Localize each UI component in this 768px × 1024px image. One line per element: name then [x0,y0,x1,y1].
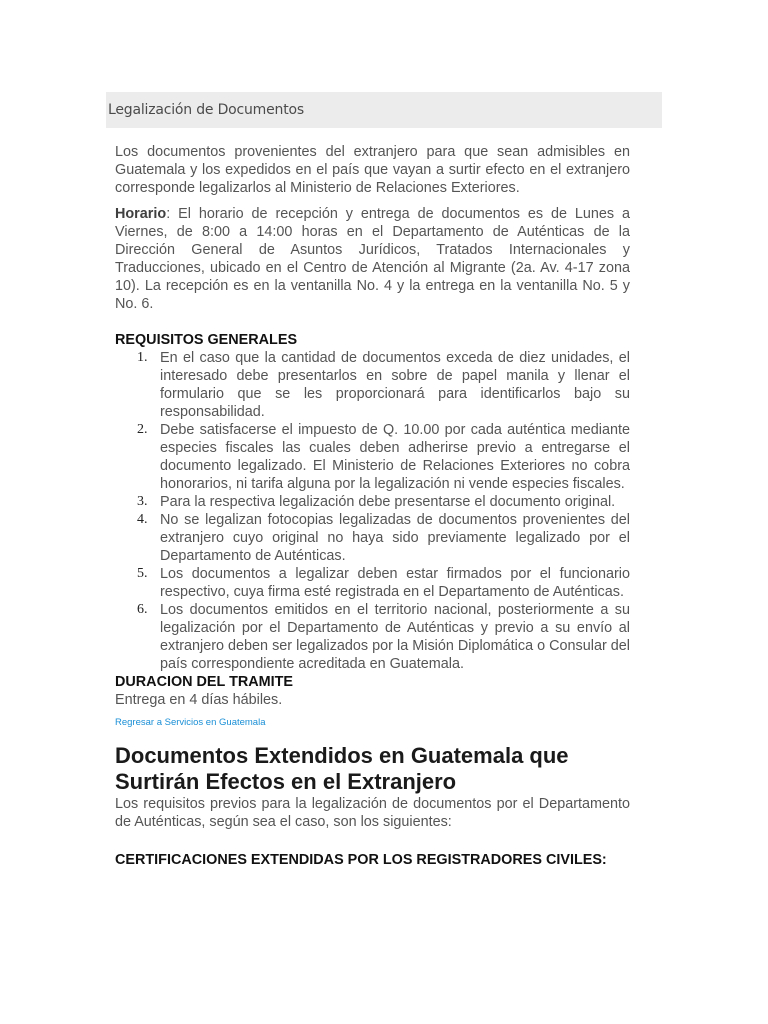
list-item-number: 5. [137,566,148,581]
back-to-services-link[interactable]: Regresar a Servicios en Guatemala [115,717,266,728]
duracion-heading: DURACION DEL TRAMITE [115,674,294,690]
horario-paragraph [115,205,630,313]
list-item [115,565,630,601]
list-item [115,421,630,493]
list-item-text: Los documentos a legalizar deben estar firmados por el funcionario respectivo, cuya firma esté registrada en el Departamento de Auténticas. [160,566,630,600]
intro-paragraph: Los documentos provenientes del extranjero para que sean admisibles en Guatemala y los expedidos en el país que vayan a surtir efecto en el extranjero corresponde legalizarlos al Ministerio de Relaciones Exteriores. [115,144,630,196]
list-item [115,511,630,565]
list-item-text: No se legalizan fotocopias legalizadas de documentos provenientes del extranjero cuyo original no haya sido previamente legalizado por el Departamento de Auténticas. [160,512,630,564]
section-intro-paragraph: Los requisitos previos para la legalización de documentos por el Departamento de Auténticas, según sea el caso, son los siguientes: [115,796,630,830]
document-body [115,143,630,869]
list-item-number: 3. [137,494,148,509]
certificaciones-heading: CERTIFICACIONES EXTENDIDAS POR LOS REGISTRADORES CIVILES: [115,852,607,868]
list-item [115,493,630,511]
requisitos-heading: REQUISITOS GENERALES [115,332,298,348]
horario-label: Horario [115,206,167,222]
list-item [115,601,630,673]
page-title: Legalización de Documentos [108,102,304,118]
section-title: Documentos Extendidos en Guatemala que Surtirán Efectos en el Extranjero [115,743,569,794]
list-item-number: 4. [137,512,148,527]
page-header [106,92,662,128]
horario-text: : El horario de recepción y entrega de documentos es de Lunes a Viernes, de 8:00 a 14:00 horas en el Departamento de Auténticas de la Dirección General de Asuntos Jurídicos, Tratados Internacionales y Traducciones, ubicado en el Centro de Atención al Migrante (2a. Av. 4-17 zona 10). La recepción es en la ventanilla No. 4 y la entrega en la ventanilla No. 5 y No. 6. [115,206,630,312]
list-item-text: Los documentos emitidos en el territorio nacional, posteriormente a su legalización por el Departamento de Auténticas y previo a su envío al extranjero deben ser legalizados por la Misión Diplomática o Consular del país correspondiente acreditada en Guatemala. [160,602,630,672]
list-item-number: 2. [137,422,148,437]
list-item-text: Debe satisfacerse el impuesto de Q. 10.00 por cada auténtica mediante especies fiscales las cuales deben adherirse previo a entregarse el documento legalizado. El Ministerio de Relaciones Exteriores no cobra honorarios, ni tarifa alguna por la legalización ni vende especies fiscales. [160,422,630,492]
list-item-number: 6. [137,602,148,617]
requisitos-list [115,349,630,673]
list-item-text: En el caso que la cantidad de documentos exceda de diez unidades, el interesado debe presentarlos en sobre de papel manila y llenar el formulario que se les proporcionará para identificarlos bajo su responsabilidad. [160,350,630,420]
duracion-value: Entrega en 4 días hábiles. [115,692,283,708]
list-item [115,349,630,421]
list-item-text: Para la respectiva legalización debe presentarse el documento original. [160,494,616,510]
list-item-number: 1. [137,350,148,365]
